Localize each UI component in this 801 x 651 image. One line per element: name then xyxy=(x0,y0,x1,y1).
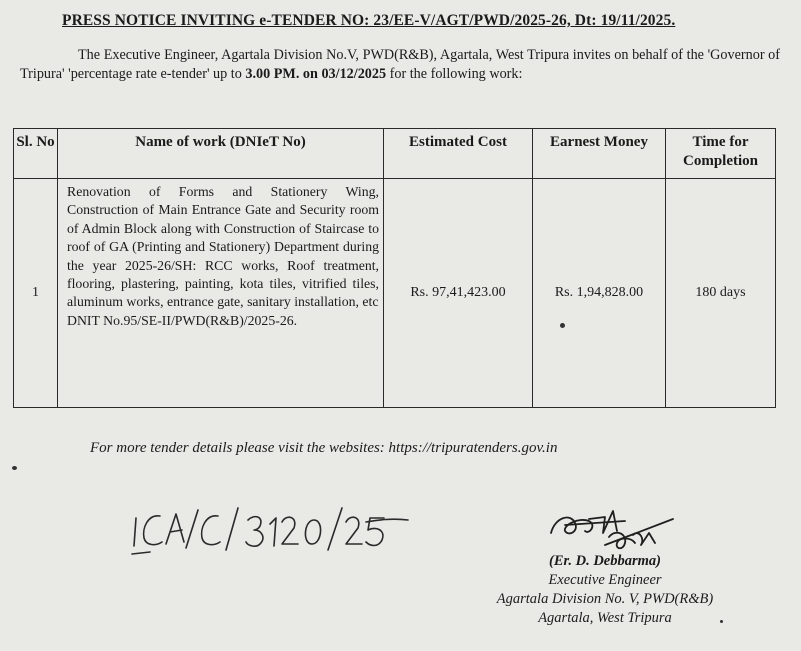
header-sl-no: Sl. No xyxy=(14,129,58,179)
cell-time-for-completion: 180 days xyxy=(666,179,776,408)
tender-table xyxy=(13,128,776,408)
tender-table-header-row xyxy=(14,129,776,179)
signatory-office: Agartala Division No. V, PWD(R&B) xyxy=(496,591,714,607)
intro-text-part1: The Executive Engineer, Agartala Division No.V, PWD(R&B), Agartala, West Tripura invites on behalf of the 'Governor of Tripura' 'percentage rate e-tender' up to xyxy=(20,47,780,82)
notice-title: PRESS NOTICE INVITING e-TENDER NO: 23/EE-V/AGT/PWD/2025-26, Dt: 19/11/2025. xyxy=(62,12,676,29)
intro-deadline: 3.00 PM. on 03/12/2025 xyxy=(245,66,387,82)
cell-name-of-work xyxy=(58,179,384,408)
handwritten-reference xyxy=(130,498,420,558)
header-time-for-completion: Time for Completion xyxy=(666,129,776,179)
table-row xyxy=(14,179,776,408)
signatory-location: Agartala, West Tripura xyxy=(538,610,672,626)
header-name-of-work: Name of work (DNIeT No) xyxy=(58,129,384,179)
scan-speck xyxy=(720,620,723,623)
header-earnest-money: Earnest Money xyxy=(533,129,666,179)
notice-intro xyxy=(20,46,780,84)
website-note: For more tender details please visit the websites: https://tripuratenders.gov.in xyxy=(90,440,558,456)
cell-earnest-money: Rs. 1,94,828.00 xyxy=(533,179,666,408)
header-estimated-cost: Estimated Cost xyxy=(384,129,533,179)
signature xyxy=(545,503,680,558)
scan-speck xyxy=(560,323,565,328)
intro-text-part2: for the following work: xyxy=(386,66,523,82)
work-description: Renovation of Forms and Stationery Wing, Construction of Main Entrance Gate and Security room of Admin Block along with Construction of Staircase to roof of GA (Printing and Stationery) Department during the year 2025-26/SH: RCC works, Roof treatment, flooring, plastering, painting, kota tiles, vitrified tiles, aluminum works, entrance gate, sanitary installation, etc xyxy=(67,184,379,310)
signatory-designation: Executive Engineer xyxy=(548,572,662,588)
cell-estimated-cost: Rs. 97,41,423.00 xyxy=(384,179,533,408)
signatory-block xyxy=(440,552,770,628)
scan-speck xyxy=(12,466,17,470)
cell-sl-no: 1 xyxy=(14,179,58,408)
signatory-name: (Er. D. Debbarma) xyxy=(549,553,661,569)
dnit-number: DNIT No.95/SE-II/PWD(R&B)/2025-26. xyxy=(67,312,298,328)
